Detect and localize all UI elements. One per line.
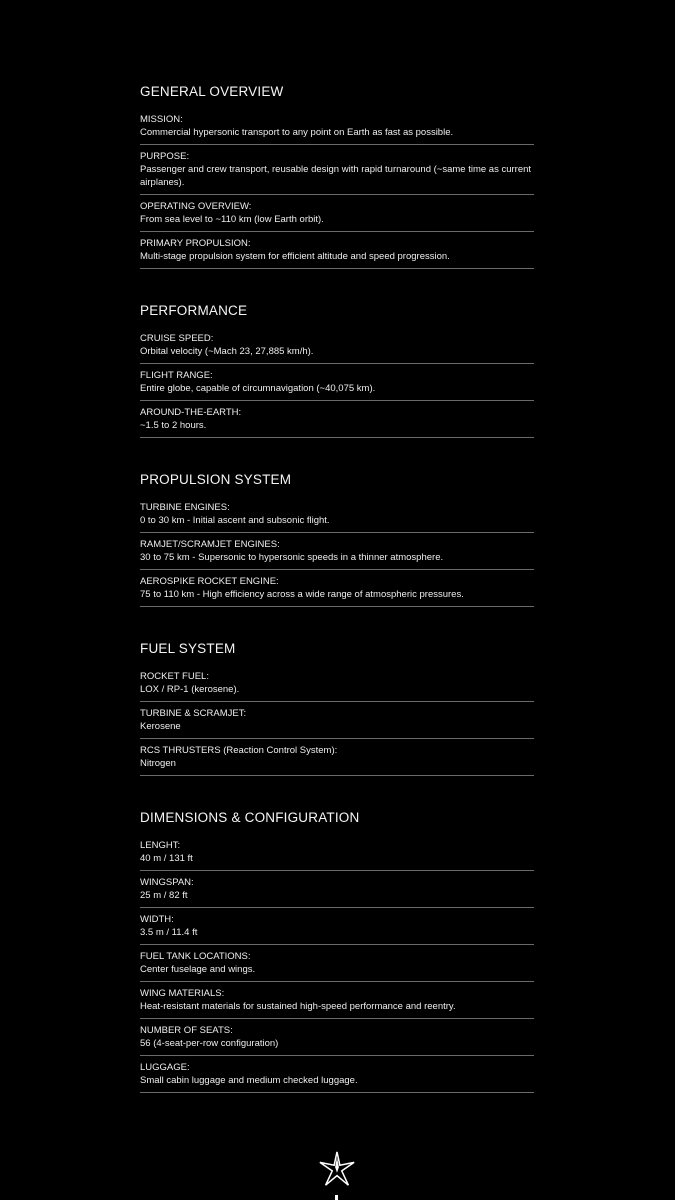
spec-label: TURBINE ENGINES: (140, 502, 230, 513)
spec-item-mission (140, 113, 534, 145)
spec-item-operating-overview (140, 200, 534, 232)
spec-value: 30 to 75 km - Supersonic to hypersonic speeds in a thinner atmosphere. (140, 552, 444, 563)
spec-item-flight-range (140, 369, 534, 401)
spec-label: WIDTH: (140, 914, 174, 925)
section-general-overview (140, 84, 534, 269)
spec-value: Center fuselage and wings. (140, 964, 256, 975)
spec-item-cruise-speed (140, 332, 534, 364)
section-title: GENERAL OVERVIEW (140, 84, 284, 99)
spec-label: RCS THRUSTERS (Reaction Control System): (140, 745, 338, 756)
spec-label: AEROSPIKE ROCKET ENGINE: (140, 576, 279, 587)
spec-item-turbine-engines (140, 501, 534, 533)
section-dimensions-configuration (140, 810, 534, 1093)
spec-item-purpose (140, 150, 534, 195)
spec-value: LOX / RP-1 (kerosene). (140, 684, 240, 695)
section-title: PROPULSION SYSTEM (140, 472, 292, 487)
spec-item-around-the-earth (140, 406, 534, 438)
spec-value: Kerosene (140, 721, 181, 732)
spec-item-turbine-scramjet (140, 707, 534, 739)
spec-value: Passenger and crew transport, reusable design with rapid turnaround (~same time as current airplanes). (140, 164, 532, 188)
section-title: PERFORMANCE (140, 303, 248, 318)
spec-value: 56 (4-seat-per-row configuration) (140, 1038, 279, 1049)
spec-label: AROUND-THE-EARTH: (140, 407, 242, 418)
spec-label: PRIMARY PROPULSION: (140, 238, 251, 249)
spec-item-ramjet-scramjet (140, 538, 534, 570)
spec-value: 25 m / 82 ft (140, 890, 188, 901)
spec-label: NUMBER OF SEATS: (140, 1025, 233, 1036)
spec-label: CRUISE SPEED: (140, 333, 214, 344)
spec-label: OPERATING OVERVIEW: (140, 201, 252, 212)
spec-item-fuel-tank-locations (140, 950, 534, 982)
spec-value: From sea level to ~110 km (low Earth orbit). (140, 214, 324, 225)
spec-label: MISSION: (140, 114, 183, 125)
spec-item-number-of-seats (140, 1024, 534, 1056)
spec-label: RAMJET/SCRAMJET ENGINES: (140, 539, 280, 550)
spec-value: 3.5 m / 11.4 ft (140, 927, 198, 938)
spec-item-aerospike (140, 575, 534, 607)
spec-label: TURBINE & SCRAMJET: (140, 708, 247, 719)
section-title: FUEL SYSTEM (140, 641, 236, 656)
spec-label: FUEL TANK LOCATIONS: (140, 951, 251, 962)
section-performance (140, 303, 534, 438)
spec-sheet (140, 84, 534, 1098)
spec-label: LENGHT: (140, 840, 181, 851)
star-logo-icon (318, 1150, 356, 1188)
spec-value: ~1.5 to 2 hours. (140, 420, 207, 431)
spec-value: Heat-resistant materials for sustained high-speed performance and reentry. (140, 1001, 456, 1012)
spec-label: WINGSPAN: (140, 877, 194, 888)
spec-item-luggage (140, 1061, 534, 1093)
spec-label: PURPOSE: (140, 151, 190, 162)
spec-value: Entire globe, capable of circumnavigation (~40,075 km). (140, 383, 376, 394)
spec-label: WING MATERIALS: (140, 988, 225, 999)
spec-value: Orbital velocity (~Mach 23, 27,885 km/h). (140, 346, 314, 357)
spec-item-rcs-thrusters (140, 744, 534, 776)
spec-value: 75 to 110 km - High efficiency across a wide range of atmospheric pressures. (140, 589, 464, 600)
section-propulsion-system (140, 472, 534, 607)
spec-item-width (140, 913, 534, 945)
spec-item-wing-materials (140, 987, 534, 1019)
spec-value: 0 to 30 km - Initial ascent and subsonic flight. (140, 515, 330, 526)
spec-item-wingspan (140, 876, 534, 908)
spec-label: LUGGAGE: (140, 1062, 190, 1073)
section-title: DIMENSIONS & CONFIGURATION (140, 810, 360, 825)
section-fuel-system (140, 641, 534, 776)
spec-value: Multi-stage propulsion system for efficient altitude and speed progression. (140, 251, 450, 262)
spec-item-length (140, 839, 534, 871)
logo-stem (335, 1195, 338, 1200)
spec-value: Nitrogen (140, 758, 176, 769)
spec-value: 40 m / 131 ft (140, 853, 193, 864)
spec-value: Small cabin luggage and medium checked luggage. (140, 1075, 358, 1086)
spec-label: ROCKET FUEL: (140, 671, 209, 682)
spec-item-primary-propulsion (140, 237, 534, 269)
spec-value: Commercial hypersonic transport to any point on Earth as fast as possible. (140, 127, 454, 138)
spec-label: FLIGHT RANGE: (140, 370, 213, 381)
spec-item-rocket-fuel (140, 670, 534, 702)
